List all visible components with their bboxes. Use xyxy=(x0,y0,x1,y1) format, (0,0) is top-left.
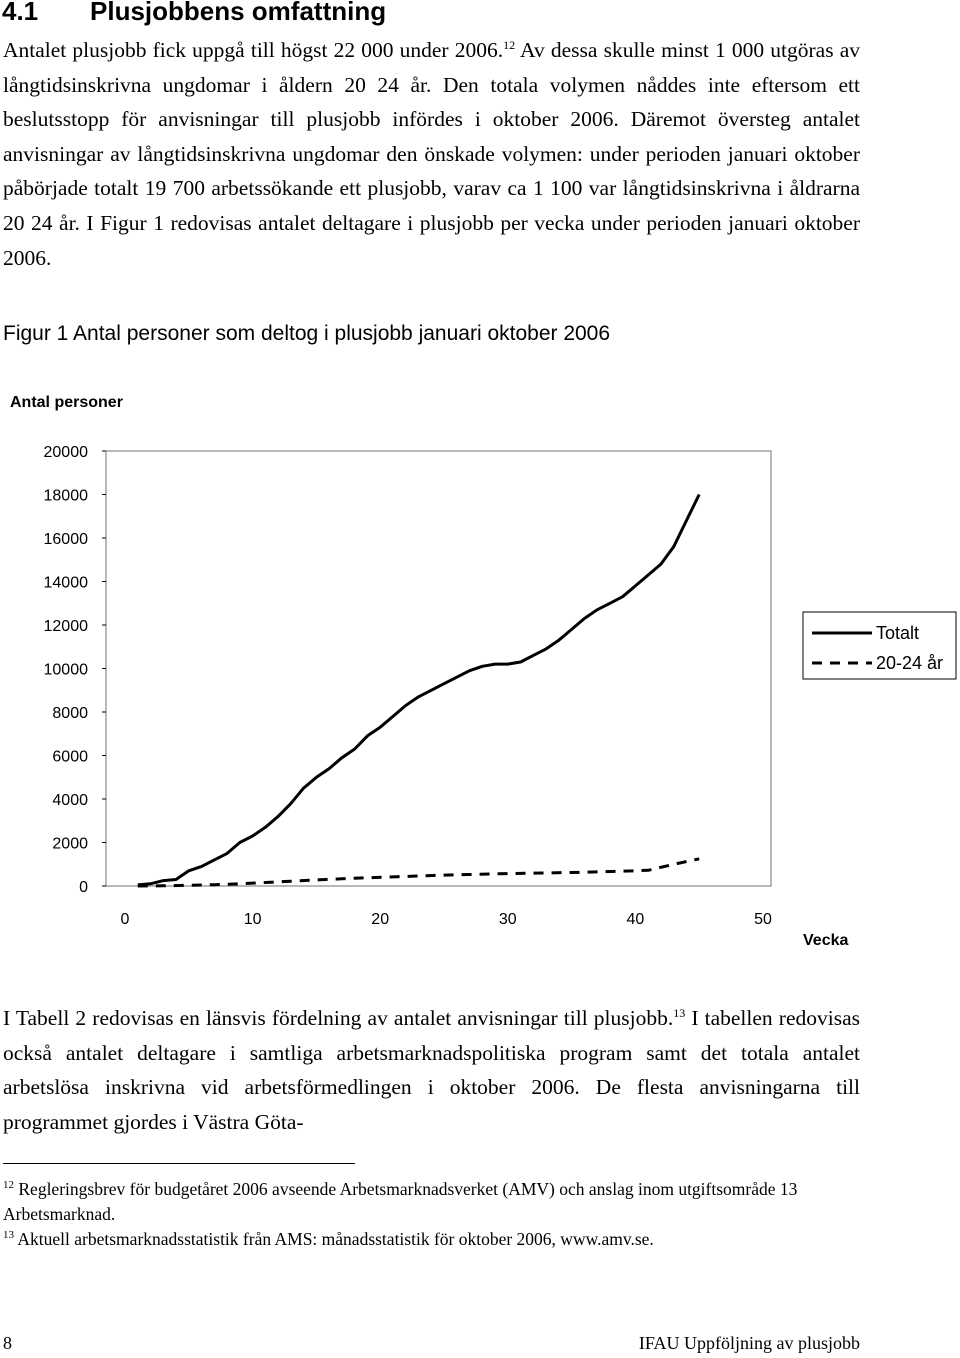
legend-label-totalt: Totalt xyxy=(876,623,920,643)
y-tick-label: 10000 xyxy=(43,661,88,679)
x-tick-label: 10 xyxy=(243,911,262,928)
footnote-12-text: Regleringsbrev för budgetåret 2006 avseende Arbetsmarknadsverket (AMV) och anslag inom utgiftsområde 13 Arbetsmarknad. xyxy=(3,1179,798,1224)
footnote-12 xyxy=(3,1177,860,1227)
y-tick-label: 20000 xyxy=(43,444,88,461)
footnote-separator xyxy=(3,1163,355,1164)
y-tick-label: 8000 xyxy=(52,705,88,722)
page-number: 8 xyxy=(3,1333,12,1353)
footnote-ref-13[interactable]: 13 xyxy=(673,1005,686,1020)
x-tick-label: 30 xyxy=(498,911,517,928)
x-tick-label: 50 xyxy=(754,911,772,928)
series-line-20-24 xyxy=(138,859,699,886)
plot-area-frame xyxy=(106,451,771,886)
x-tick-label: 20 xyxy=(371,911,390,928)
section-title: Plusjobbens omfattning xyxy=(90,0,387,26)
body-paragraph-2 xyxy=(3,1001,860,1139)
para2-text-b: I tabellen redovisas också antalet deltagare i samtliga arbetsmarknadspolitiska program samt det totala antalet arbetslösa inskrivna vid arbetsförmedlingen i oktober 2006. De flesta anvisningarna till programmet gjordes i Västra Göta- xyxy=(3,1006,860,1134)
line-chart xyxy=(0,375,960,955)
section-heading xyxy=(2,0,386,27)
footnote-13 xyxy=(3,1227,860,1252)
section-number: 4.1 xyxy=(2,0,39,26)
x-axis-title: Vecka xyxy=(803,932,849,949)
y-tick-label: 0 xyxy=(79,879,88,896)
x-tick-label: 0 xyxy=(120,911,130,928)
y-tick-label: 6000 xyxy=(52,748,88,766)
para1-text-b: Av dessa skulle minst 1 000 utgöras av långtidsinskrivna ungdomar i åldern 20 24 år. Den totala volymen nåddes inte eftersom ett beslutsstopp för anvisningar till plusjobb infördes i oktober 2006. Däremot översteg antalet anvisningar av långtidsinskrivna ungdomar den önskade volymen: under perioden januari oktober påbörjade totalt 19 700 arbetssökande ett plusjobb, varav ca 1 100 var långtidsinskrivna i åldrarna 20 24 år. I Figur 1 redovisas antalet deltagare i plusjobb per vecka under perioden januari oktober 2006. xyxy=(3,38,860,270)
footnote-13-text: Aktuell arbetsmarknadsstatistik från AMS: månadsstatistik för oktober 2006, www.amv.se. xyxy=(14,1229,654,1249)
footnote-13-number: 13 xyxy=(3,1229,14,1242)
running-footer: IFAU Uppföljning av plusjobb xyxy=(638,1333,860,1353)
para2-text-a: I Tabell 2 redovisas en länsvis fördelning av antalet anvisningar till plusjobb. xyxy=(3,1006,674,1030)
y-tick-label: 14000 xyxy=(43,574,88,592)
y-tick-label: 2000 xyxy=(52,835,88,853)
y-tick-label: 18000 xyxy=(43,487,88,505)
footnote-12-number: 12 xyxy=(3,1179,14,1192)
x-tick-label: 40 xyxy=(626,911,645,928)
para1-text-a: Antalet plusjobb fick uppgå till högst 22 000 under 2006. xyxy=(3,38,504,62)
y-tick-label: 12000 xyxy=(43,618,88,635)
legend-label-20-24: 20-24 år xyxy=(876,653,944,673)
figure-caption: Figur 1 Antal personer som deltog i plusjobb januari oktober 2006 xyxy=(3,322,611,345)
y-tick-label: 16000 xyxy=(43,531,88,548)
y-tick-label: 4000 xyxy=(52,792,88,809)
footnote-ref-12[interactable]: 12 xyxy=(503,37,516,52)
body-paragraph-1 xyxy=(3,33,860,275)
y-axis-title: Antal personer xyxy=(10,394,123,411)
series-line-totalt xyxy=(138,495,699,885)
